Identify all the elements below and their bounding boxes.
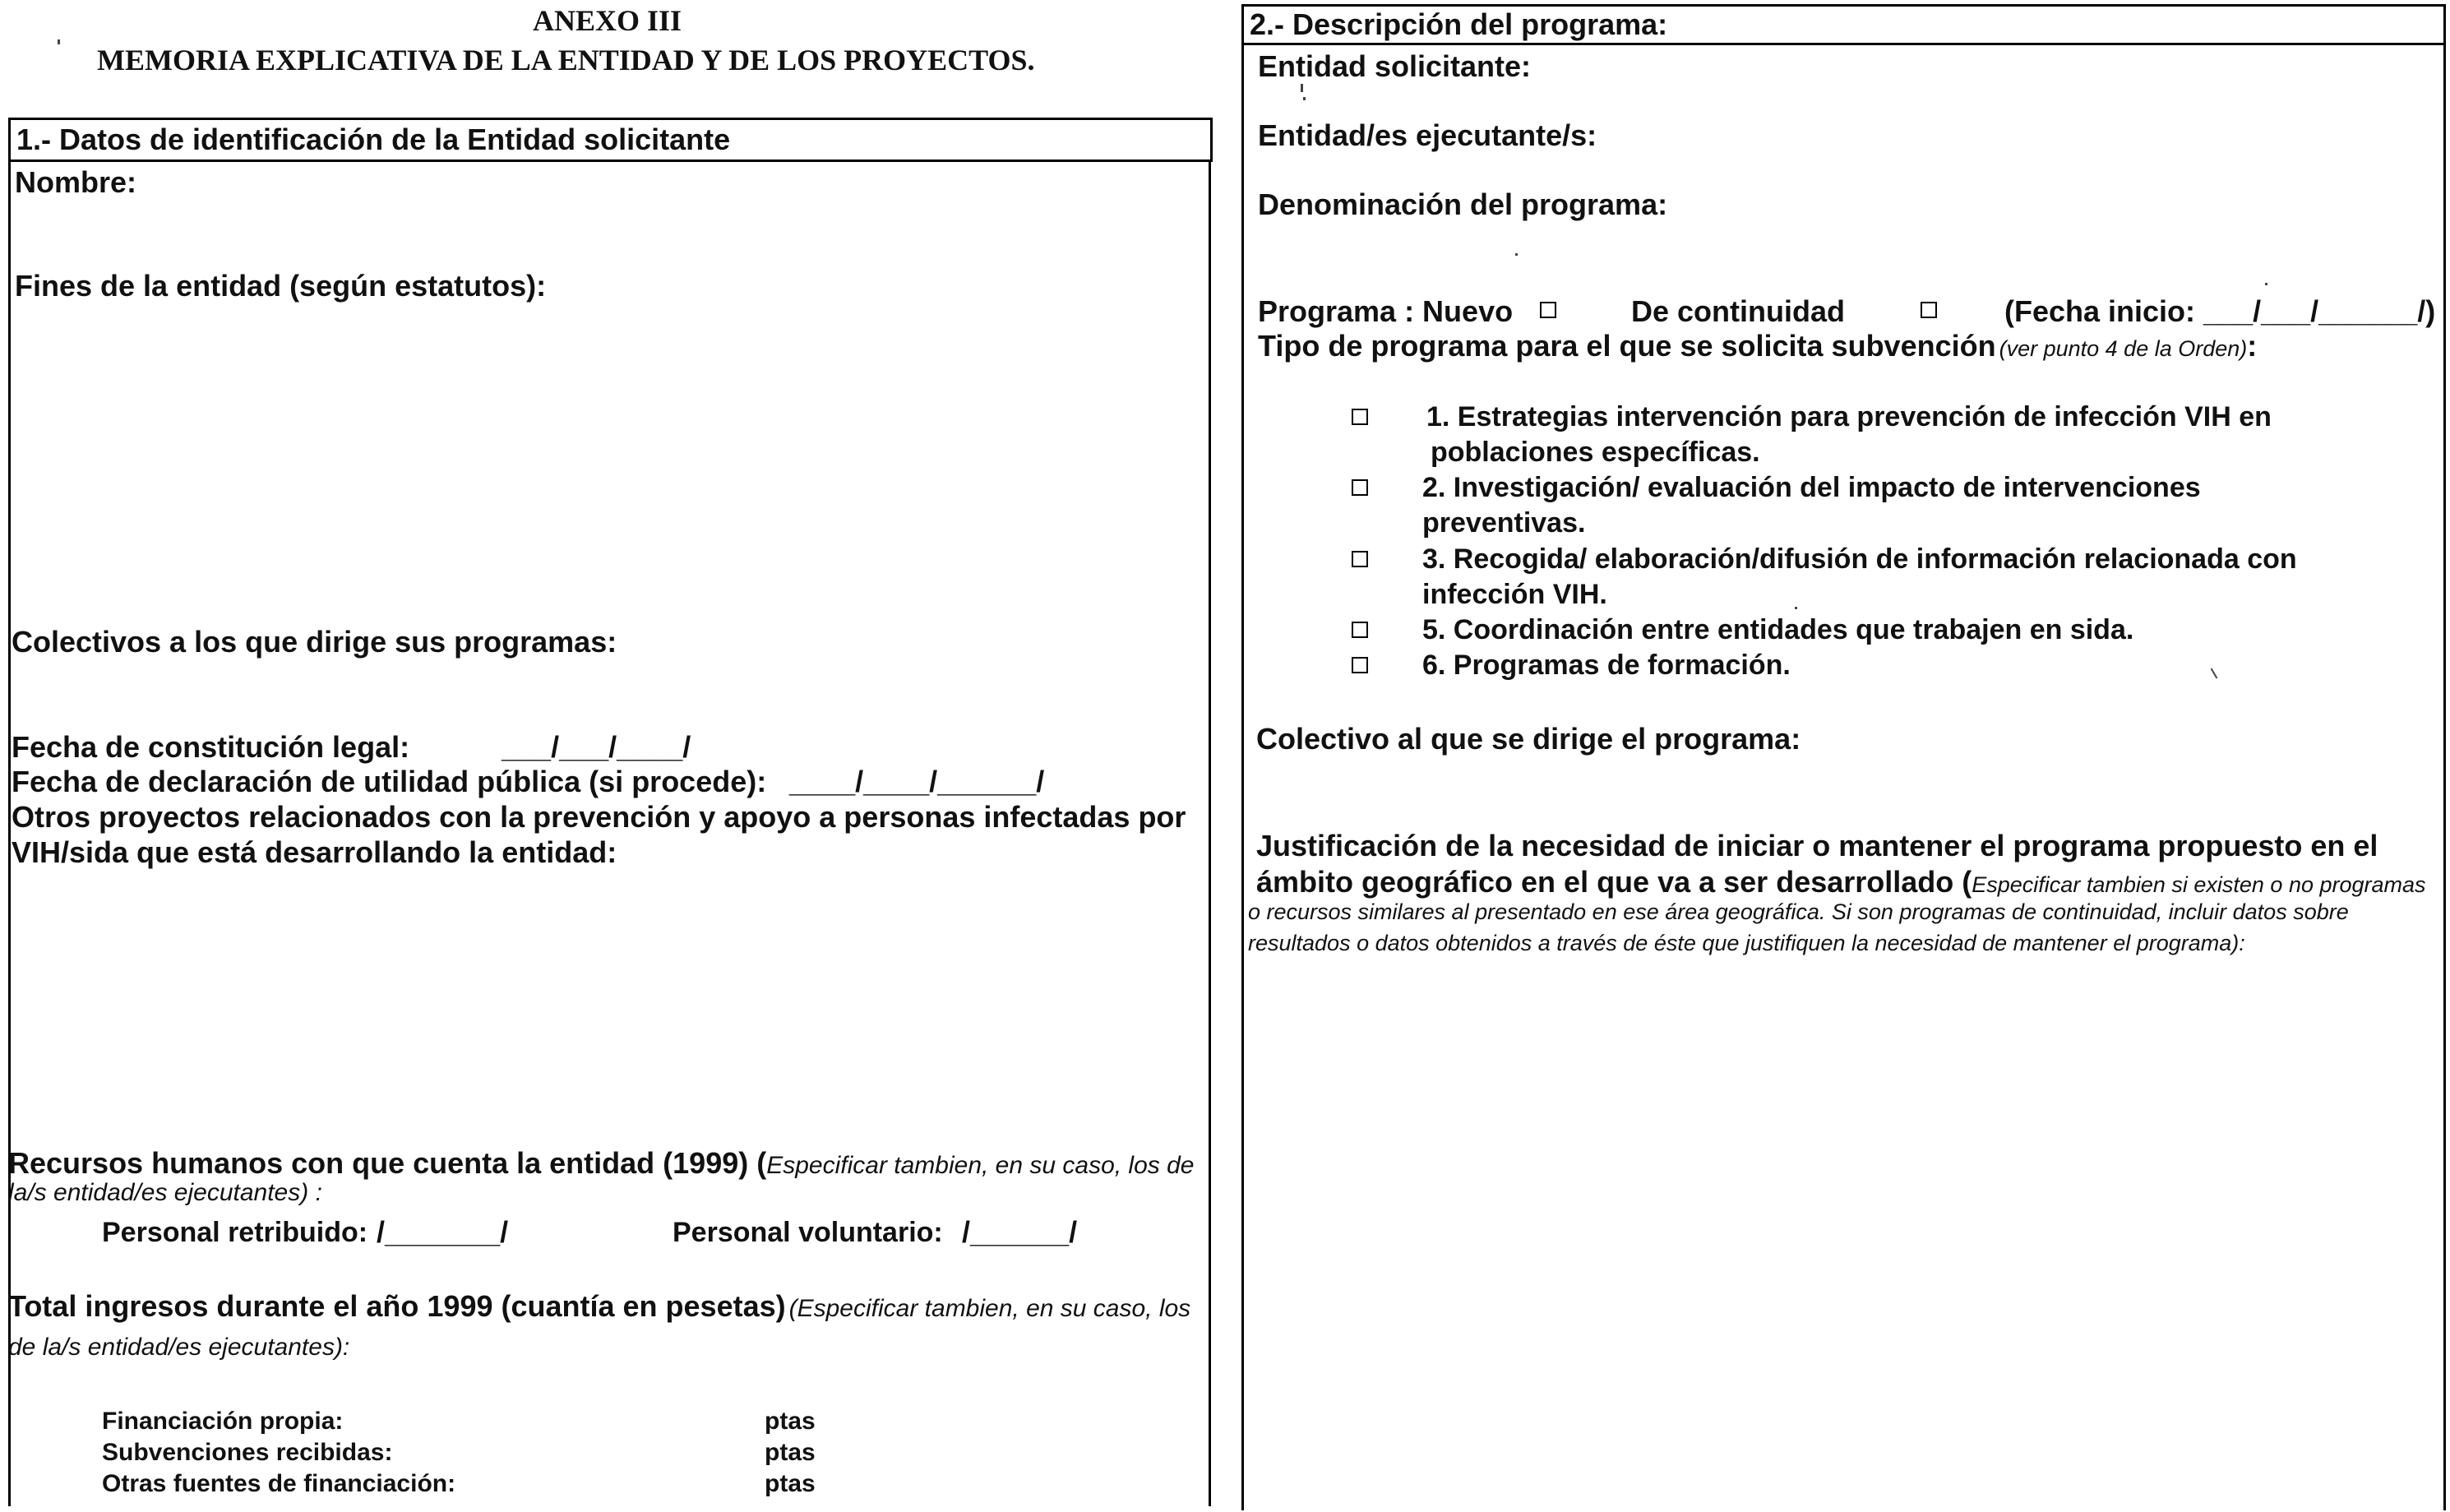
personal-retribuido-label: Personal retribuido: [102, 1217, 368, 1248]
otros-proyectos-label-2: VIH/sida que está desarrollando la entidad: [12, 835, 617, 869]
tipo-programa-label: Tipo de programa para el que se solicita subvención [1258, 329, 1996, 363]
otros-proyectos-label-1: Otros proyectos relacionados con la prevención y apoyo a personas infectadas por [12, 800, 1186, 834]
subvenciones-label: Subvenciones recibidas: [102, 1439, 393, 1466]
scan-speck [1795, 607, 1797, 609]
total-ingresos-note: (Especificar tambien, en su caso, los [788, 1295, 1191, 1322]
option-5-checkbox[interactable] [1352, 622, 1368, 638]
option-3-checkbox[interactable] [1352, 551, 1368, 567]
option-2-label-2: preventivas. [1422, 507, 1586, 539]
scan-speck [58, 39, 60, 44]
section1-title: 1.- Datos de identificación de la Entidad solicitante [16, 123, 731, 156]
annex-label: ANEXO III [533, 4, 682, 37]
scan-speck [2211, 668, 2218, 678]
personal-retribuido-field[interactable]: /_______/ [377, 1215, 509, 1249]
tipo-programa-note: (ver punto 4 de la Orden) [1999, 336, 2248, 361]
financiacion-propia-unit: ptas [765, 1408, 816, 1435]
nombre-label: Nombre: [15, 165, 137, 199]
entidad-solicitante-label: Entidad solicitante: [1258, 49, 1532, 83]
subvenciones-unit: ptas [765, 1439, 816, 1466]
option-3-label-2: infección VIH. [1422, 579, 1607, 610]
option-1-checkbox[interactable] [1352, 409, 1368, 425]
scan-speck [2265, 283, 2267, 285]
fecha-declaracion-label: Fecha de declaración de utilidad pública (si procede): [12, 765, 767, 798]
fecha-constitucion-field[interactable]: ___/___/____/ [502, 730, 691, 764]
section2-title: 2.- Descripción del programa: [1250, 7, 1668, 41]
section2-left-border [1241, 43, 1244, 1510]
justificacion-note-1: Especificar tambien si existen o no programas [1972, 872, 2426, 897]
tipo-programa-colon: : [2247, 329, 2258, 363]
entidad-ejecutante-label: Entidad/es ejecutante/s: [1258, 118, 1597, 152]
justificacion-note-3: resultados o datos obtenidos a través de éste que justifiquen la necesidad de mantener el programa): [1248, 931, 2245, 955]
financiacion-propia-label: Financiación propia: [102, 1408, 344, 1435]
colectivos-label: Colectivos a los que dirige sus programas: [12, 625, 617, 659]
continuidad-label: De continuidad [1631, 294, 1845, 328]
total-ingresos-line1 [8, 1289, 1190, 1324]
option-6-label: 6. Programas de formación. [1422, 650, 1791, 681]
option-2-label: 2. Investigación/ evaluación del impacto de intervenciones [1422, 472, 2201, 503]
continuidad-checkbox[interactable] [1921, 302, 1937, 318]
section2-right-border [2443, 43, 2446, 1510]
denominacion-label: Denominación del programa: [1258, 187, 1668, 221]
scan-speck [1303, 97, 1306, 100]
justificacion-note-2: o recursos similares al presentado en ese área geográfica. Si son programas de continuidad, incluir datos sobre [1248, 899, 2349, 924]
tipo-programa-line [1258, 329, 2257, 363]
section1-right-border [1209, 160, 1211, 1506]
personal-voluntario-label: Personal voluntario: [673, 1217, 943, 1248]
option-1-label-2: poblaciones específicas. [1431, 437, 1760, 468]
fecha-constitucion-label: Fecha de constitución legal: [12, 730, 410, 764]
option-3-label: 3. Recogida/ elaboración/difusión de información relacionada con [1422, 543, 2297, 575]
recursos-humanos-note-2: la/s entidad/es ejecutantes) : [8, 1179, 322, 1206]
fecha-declaracion-field[interactable]: ____/____/______/ [789, 765, 1045, 798]
option-6-checkbox[interactable] [1352, 657, 1368, 673]
justificacion-line1: Justificación de la necesidad de iniciar o mantener el programa propuesto en el [1256, 829, 2378, 862]
fecha-inicio-field[interactable]: (Fecha inicio: ___/___/______/) [2004, 294, 2436, 328]
recursos-humanos-label: Recursos humanos con que cuenta la entidad (1999) ( [8, 1146, 767, 1180]
scan-speck [1301, 84, 1303, 92]
fines-label: Fines de la entidad (según estatutos): [15, 269, 547, 303]
scan-speck [1515, 253, 1518, 256]
personal-voluntario-field[interactable]: /______/ [962, 1215, 1078, 1249]
otras-fuentes-unit: ptas [765, 1470, 816, 1497]
programa-nuevo-label: Programa : Nuevo [1258, 294, 1514, 328]
justificacion-label-2: ámbito geográfico en el que va a ser desarrollado ( [1256, 865, 1972, 899]
option-5-label: 5. Coordinación entre entidades que trabajen en sida. [1422, 614, 2134, 645]
total-ingresos-note-2: de la/s entidad/es ejecutantes): [8, 1334, 350, 1361]
option-2-checkbox[interactable] [1352, 479, 1368, 496]
option-1-label: 1. Estrategias intervención para prevención de infección VIH en [1426, 401, 2272, 432]
colectivo-label: Colectivo al que se dirige el programa: [1256, 722, 1801, 756]
page-title: MEMORIA EXPLICATIVA DE LA ENTIDAD Y DE LOS PROYECTOS. [97, 44, 1035, 76]
recursos-humanos-note: Especificar tambien, en su caso, los de [766, 1152, 1195, 1179]
justificacion-line2 [1256, 865, 2426, 899]
recursos-humanos-line1 [8, 1146, 1195, 1181]
total-ingresos-label: Total ingresos durante el año 1999 (cuantía en pesetas) [8, 1289, 786, 1323]
nuevo-checkbox[interactable] [1540, 302, 1556, 318]
otras-fuentes-label: Otras fuentes de financiación: [102, 1470, 456, 1497]
